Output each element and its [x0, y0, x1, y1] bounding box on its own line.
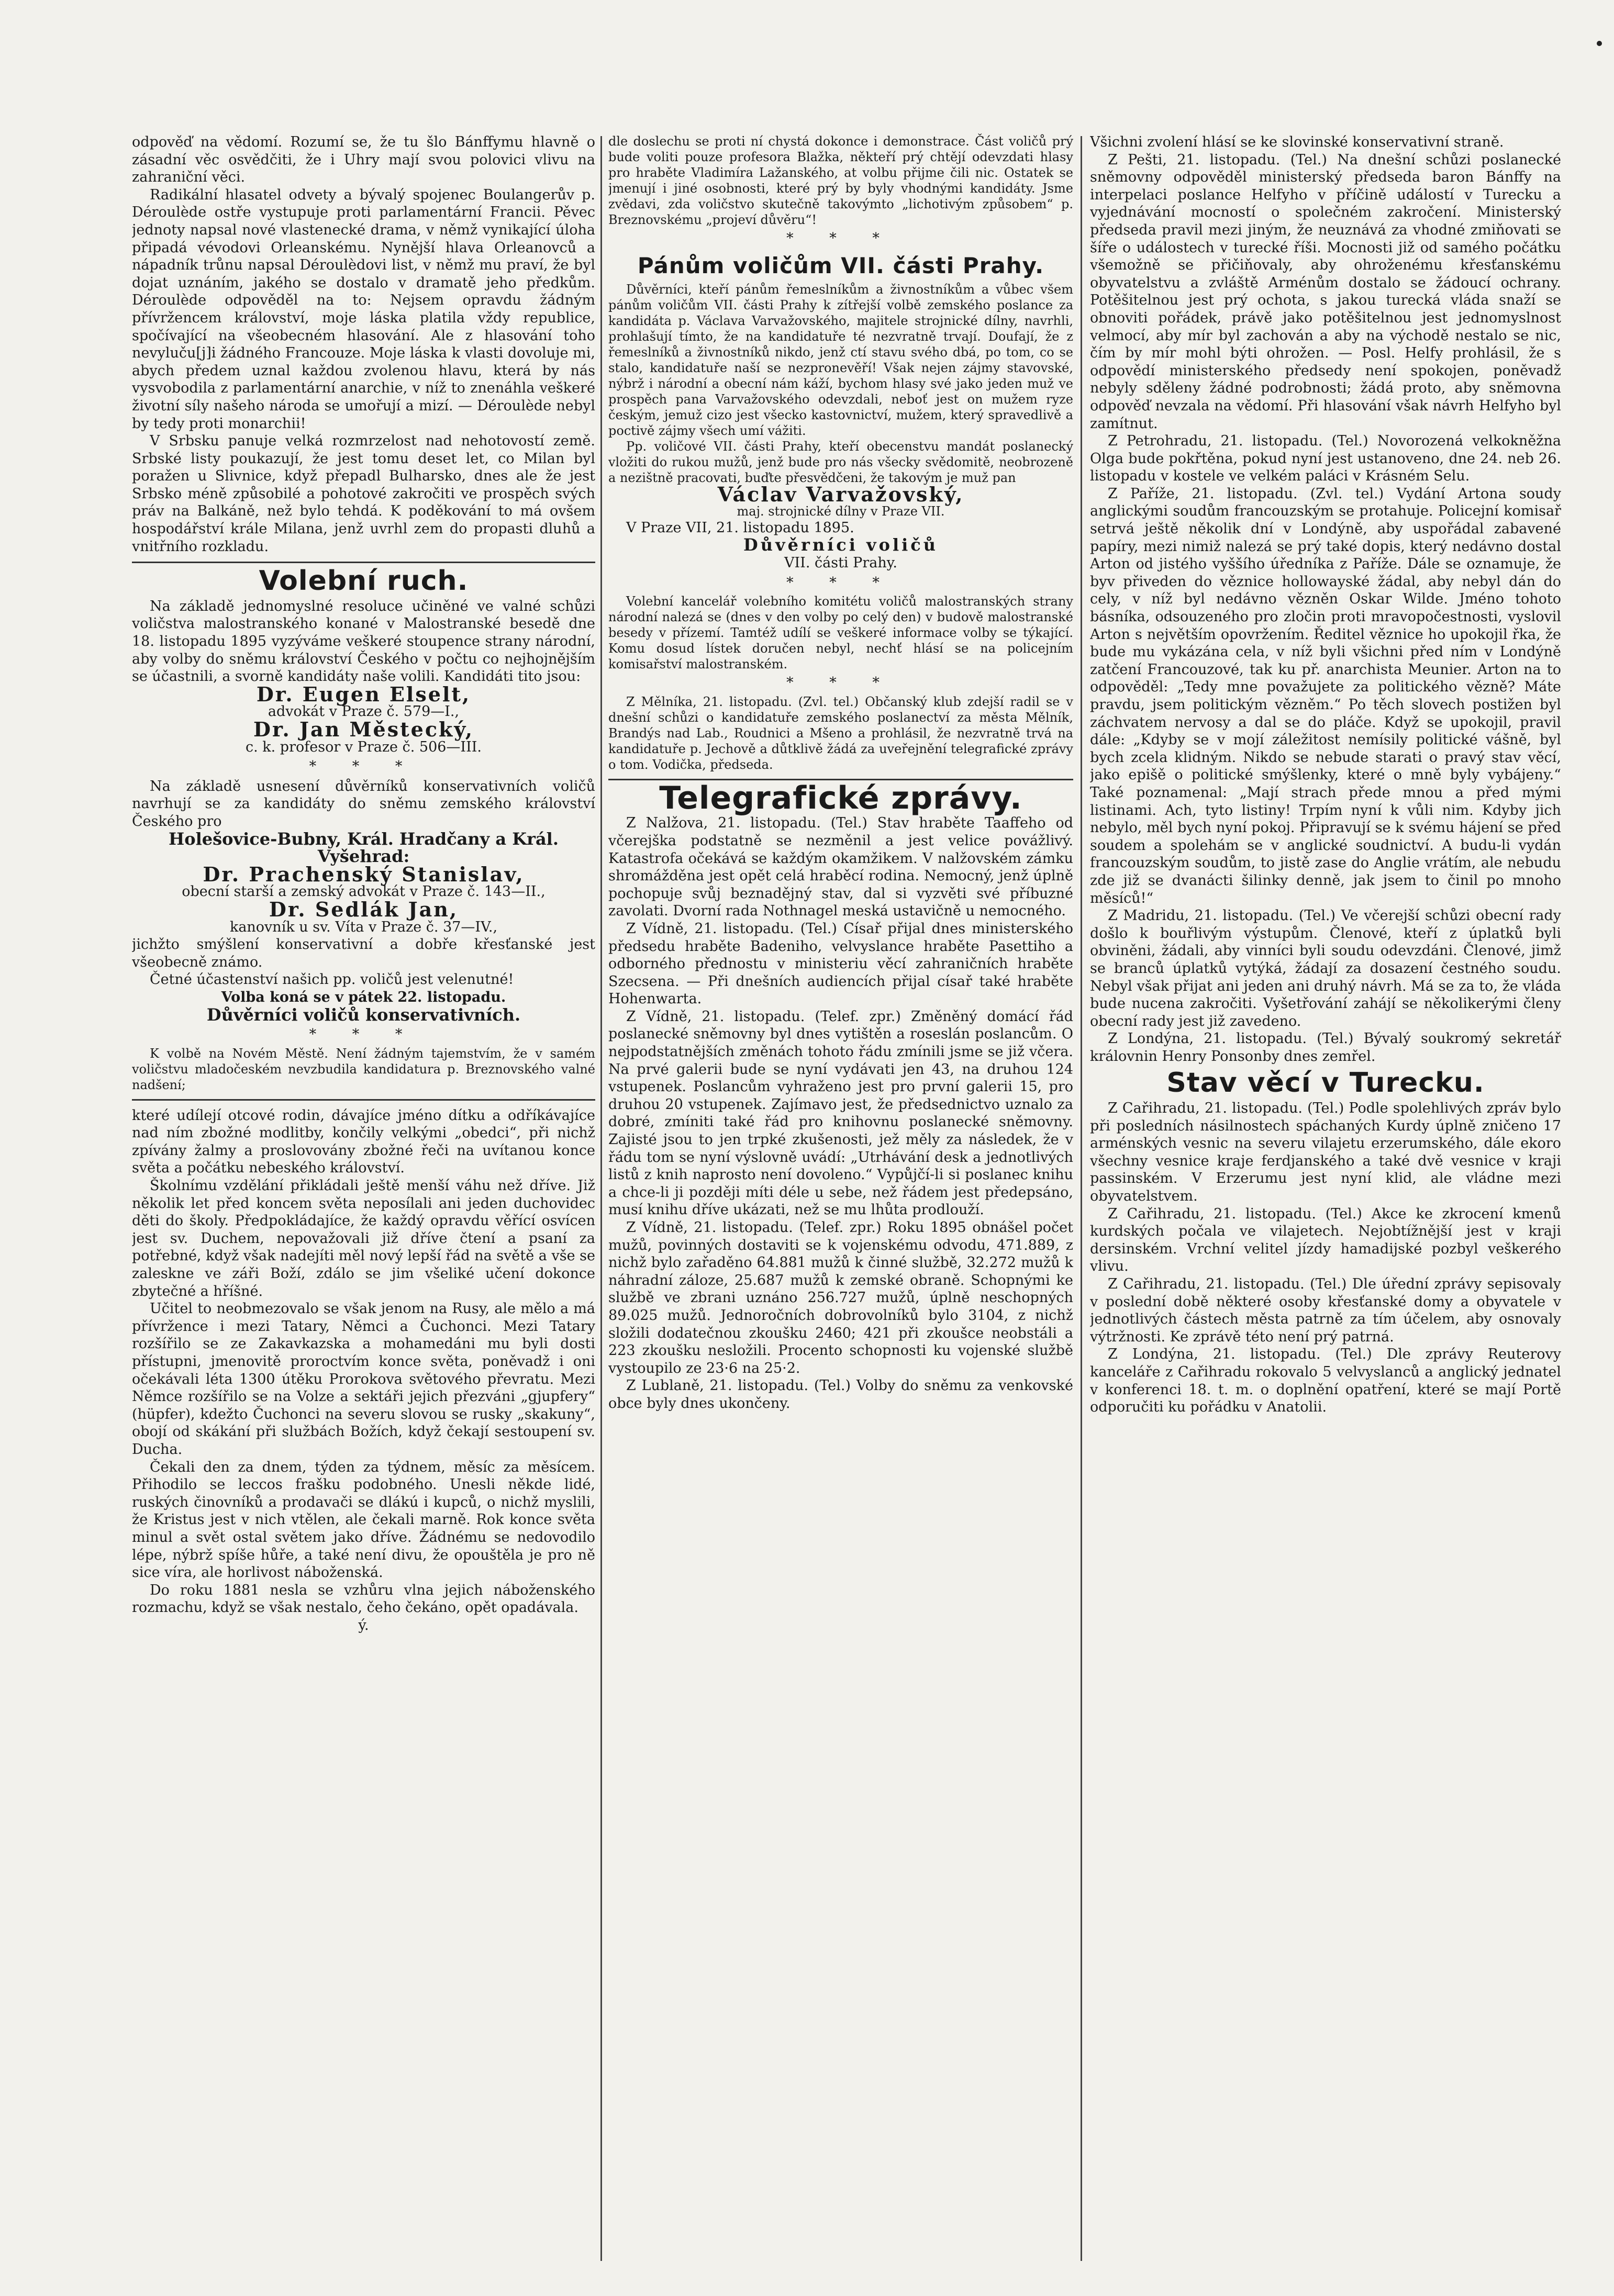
candidate-prachensky-role: obecní starší a zemský advokát v Praze č. 143—II.,: [182, 883, 546, 900]
paragraph-demonstrace: dle doslechu se proti ní chystá dokonce i demonstrace. Část voličů prý bude voliti pouze profesora Blažka, někteří prý chtějí odevzdati hlasy pro hraběte Vladimíra Lažanského, at volbu přijme čili nic. Ostatek se jmenují i jiné osobnosti, které prý by byly vhodnými kandidáty. Jsme zvědavi, zda voličstvo skutečně takovýmto „lichotivým způsobem“ p. Breznovskému „projeví důvěru“!: [608, 134, 1073, 227]
candidate-sedlak-name: Dr. Sedlák Jan,: [269, 897, 459, 921]
paragraph-pariz-arton: Z Paříže, 21. listopadu. (Zvl. tel.) Vydání Artona soudy anglickými soudům francouzským se protahuje. Policejní komisař setrvá ještě několik dní v Londýně, aby uspořádal zabavené papíry, mezi nimiž nalezá se prý také dopis, který nedávno dostal Arton od jistého vyššího úředníka z Paříže. Dále se oznamuje, že byv přiveden do věznice hollowayské žádal, aby nebyl dán do cely, v níž byl nedávno vězněn Oskar Wilde. Jméno tohoto básníka, odsouzeného pro zločin proti mravopočestnosti, vyslovil Arton s největším opovržením. Ředitel věznice ho upokojil řka, že bude mu vykázána cela, v níž byli všichni před ním v Londýně zatčení Francouzové, tak ku př. anarchista Meunier. Arton na to odpověděl: „Tedy mne považujete za politického vězně? Máte pravdu, jsem politickým vězněm.“ Po těch slovech postižen byl záchvatem nervosy a dal se do pláče. Když se upokojil, pravil dále: „Kdyby se v mojí záležitost nemísily politické vášně, byl bych zcela klidným. Nikdo se nebude starati o pravý stav věcí, jako epišě o politické smýšlenky, které o mně byly vybájeny.“ Také poznamenal: „Mají strach přede mnou a před mými listinami. Ach, tyto listiny! Trpím nyní k vůli nim. Kdyby jich nebylo, měl bych nyní pokoj. Připravují se k svému hájení se před soudem a spolehám se v anglické soudnictví. A budu-li vydán francouzským soudům, to jistě zase do Anglie vrátím, ale nebudu zde již se dvanácti šilinky denně, jak jsem to činil po mnoho měsíců!“: [1090, 485, 1561, 906]
paragraph-deroulede: Radikální hlasatel odvety a bývalý spojenec Boulangerův p. Déroulède ostře vystupuje proti parlamentární Francii. Pěvec jednoty napsal nové vlastenecké drama, v němž vynikající úloha připadá vévodovi Orleanskému. Nynější hlava Orleanovců a nápadník trůnu napsal Déroulèdovi list, v němž mu praví, že byl dojat uznáním, jakého se dostalo v dramatě jeho předkům. Déroulède odpověděl na to: Nejsem opravdu žádným přívržencem království, moje láska platila vždy republice, spočívající na všeobecném hlasování. Ale z hlasování toho nevyluču[j]i žádného Francouze. Moje láska k vlasti dovoluje mi, abych předem uznal každou zvolenou hlavu, která by nás vysvobodila z parlamentární anarchie, v níž to znenáhla veškeré životní síly našeho národa se umořují a mizí. — Déroulède nebyl by tedy proti monarchii!: [132, 186, 595, 432]
paragraph-londyn-reuter: Z Londýna, 21. listopadu. (Tel.) Dle zprávy Reuterovy kanceláře z Cařihradu rokovalo 5 velvyslanců a anglický jednatel v konferenci 18. t. m. o doplnění opatření, které se mají Portě odporučiti ku pořádku v Anatolii.: [1090, 1346, 1561, 1416]
paragraph-viden-cisar: Z Vídně, 21. listopadu. (Tel.) Císař přijal dnes ministerského předsedu hraběte Badeniho, velvyslance hraběte Pasettiho a odborného přednostu v ministeriu věcí zahraničních hraběte Szecsena. — Při dnešních audiencích přijal císař také hraběte Hohenwarta.: [608, 920, 1073, 1007]
paragraph-resoluce: Na základě jednomyslné resoluce učiněné ve valné schůzi voličstva malostranského konané v Malostranské besedě dne 18. listopadu 1895 vyzýváme veškeré stoupence strany národní, aby volby do sněmu království Českého v počtu co nejhojnějším se účastnili, a svorně kandidáty naše volili. Kandidáti tito jsou:: [132, 598, 595, 685]
paragraph-londyn-ponsonby: Z Londýna, 21. listopadu. (Tel.) Bývalý soukromý sekretář královnin Henry Ponsonby dnes zemřel.: [1090, 1031, 1561, 1065]
paragraph-smysleni: jichžto smýšlení konservativní a dobře křesťanské jest všeobecně známo.: [132, 936, 595, 970]
paragraph-carihrad-akce: Z Cařihradu, 21. listopadu. (Tel.) Akce ke zkrocení kmenů kurdských počala ve vilajetech. Nejobtížnější jest v kraji dersinském. Vrchní velitel jízdy hamadijské pozbyl veškerého vlivu.: [1090, 1205, 1561, 1275]
signature-cast-prahy: VII. části Prahy.: [784, 554, 897, 571]
separator-stars: * * *: [309, 1026, 418, 1043]
paragraph-cekali: Čekali den za dnem, týden za týdnem, měsíc za měsícem. Přihodilo se leccos frašku podobného. Unesli někde lidé, ruských činovníků a prodavači se dlákú i kupců, o nichž myslili, že Kristus jest v nich vtělen, ale čekali marně. Rok konce světa minul a svět ostal světem jako dříve. Žádnému se nedovodilo lépe, nýbrž spíše hůře, a také není divu, že opouštěla je pro ně sice víra, ale horlivost náboženská.: [132, 1459, 595, 1581]
article-signature: ý.: [358, 1617, 369, 1633]
section-divider: [132, 1099, 595, 1101]
dateline-praha: V Praze VII, 21. listopadu 1895.: [626, 519, 854, 536]
paragraph-volba-date: Volba koná se v pátek 22. listopadu.: [221, 989, 506, 1005]
paragraph-volebni-kancelar: Volební kancelář volebního komitétu voličů malostranských strany národní nalezá se (dnes v den volby po celý den) v budově malostranské besedy v přízemí. Tamtéž udílí se veškeré informace volby se týkající. Komu dosud lístek doručen nebyl, nechť hlásí se na policejním komisařství malostranském.: [608, 594, 1073, 672]
heading-panum-volicum: Pánům voličům VII. části Prahy.: [637, 252, 1044, 278]
paragraph-uceni-tatari: Učitel to neobmezovalo se však jenom na Rusy, ale mělo a má přívržence i mezi Tatary, Němci a Čuchonci. Mezi Tatary rozšířilo se ze Zakavkazska a mohamedáni mu byli dosti přístupni, jmenovitě proroctvím konce světa, poněvadž i oni očekávali léta 1300 útěku Prorokova světového převratu. Mezi Němce rozšířilo se na Volze a sektáři jejich přezváni „gjupfery“ (hüpfer), kdežto Čuchonci na severu slovou se rusky „skakuny“, obojí od skákání při službách Božích, když čekají sestoupení sv. Ducha.: [132, 1301, 595, 1458]
paragraph-lublan: Z Lublaně, 21. listopadu. (Tel.) Volby do sněmu za venkovské obce byly dnes ukončeny.: [608, 1377, 1073, 1412]
candidate-varvazovsky-role: maj. strojnické dílny v Praze VII.: [737, 503, 945, 519]
paragraph-viden-odvod: Z Vídně, 21. listopadu. (Telef. zpr.) Roku 1895 obnášel počet mužů, povinných dostaviti se k vojenskému odvodu, 471.889, z nichž bylo zařaděno 64.881 mužů k činné službě, 32.272 mužů k náhradní záloze, 25.687 mužů k zemské obraně. Schopnými ke službě ve zbrani uznáno 256.727 mužů, úplně neschopných 89.025 mužů. Jednoročních dobrovolníků bylo 3104, z nichž složili dodatečnou zkoušku 2460; 421 při zkoušce neobstáli a 223 zkoušku nesložili. Procento schopnosti ku vojenské službě vystoupilo ze 23·6 na 25·2.: [608, 1219, 1073, 1376]
column-right: [1090, 133, 1561, 2269]
separator-stars: * * *: [786, 574, 895, 591]
paragraph-melnik: Z Mělníka, 21. listopadu. (Zvl. tel.) Občanský klub zdejší radil se v dnešní schůzi o kandidatuře zemského poslanectví za města Mělník, Brandýs nad Lab., Roudnici a Mšeno a prohlásil, že nezvratně trvá na kandidatuře p. Jechově a důtklivě žádá za uveřejnění telegrafické zprávy o tom. Vodička, předseda.: [608, 694, 1073, 772]
paragraph-roku-1881: Do roku 1881 nesla se vzhůru vlna jejich náboženského rozmachu, když se však nestalo, čeho čekáno, opět opadávala.: [132, 1582, 595, 1616]
corner-mark: [1597, 41, 1602, 46]
section-divider: [132, 562, 595, 563]
candidate-mestecky-name: Dr. Jan Městecký,: [253, 718, 474, 741]
paragraph-duverniki: Důvěrníci, kteří pánům řemeslníkům a živnostníkům a vůbec všem pánům voličům VII. části Prahy k zítřejší volbě zemského poslance za kandidáta p. Václava Varvažovského, majitele strojnické dílny, navrhli, prohlašují tímto, že na kandidatuře té nezvratně trvají. Doufají, že z řemeslníků a živnostníků nikdo, jenž ctí stavu svého dbá, po tom, co se stalo, kandidatuře naší se nezpronevěří! Však nejen zájmy stavovské, nýbrž i národní a obecní nám káží, bychom hlasy své jako jeden muž ve prospěch pana Varvažovského odevzdali, neboť jest on mužem ryze českým, jemuž cizo jest všecko kastovnictví, mužem, který spravedlivě a poctivě zájmy všech umí vážiti.: [608, 282, 1073, 439]
column-middle: [608, 133, 1073, 2269]
paragraph-volicove: Pp. voličové VII. části Prahy, kteří obecenstvu mandát poslanecký vložiti do rukou mužů, jenž bude pro nás všecky svědomitě, neobrozeně a nezištně pracovati, buďte přesvědčeni, že takovým je muž pan: [608, 439, 1073, 486]
separator-stars: * * *: [309, 758, 418, 775]
heading-volebni-ruch: Volební ruch.: [259, 565, 469, 597]
paragraph-nalzov: Z Nalžova, 21. listopadu. (Tel.) Stav hraběte Taaffeho od včerejška podstatně se nezměnil a jest velice povážlivý. Katastrofa očekává se každým okamžikem. V nalžovském zámku shromážděna jest opět celá hraběcí rodina. Nemocný, jenž úplně pochopuje svůj beznadějný stav, dal si vyzvěti své příbuzné zavolati. Dvorní rada Nothnagel meská ustavičně u nemocného.: [608, 815, 1073, 920]
candidate-prachensky-name: Dr. Prachenský Stanislav,: [203, 862, 525, 886]
column-rule-right: [1081, 136, 1082, 2261]
paragraph-viden-rad: Z Vídně, 21. listopadu. (Telef. zpr.) Změněný domácí řád poslanecké sněmovny byl dnes vytištěn a roseslán poslancům. O nejpodstatnějších změnách tohoto řádu zmínili jsme se již včera. Na prvé galerii bude se nyní vydávati jen 43, na druhou 124 vstupenek. Poslancům vyhraženo jest pro první galerii 15, pro druhou 20 vstupenek. Zajímavo jest, že předsednictvo uznalo za dobré, zmíniti také řád pro knihovnu poslanecké sněmovny. Zajisté jsou to jen trpké zkušenosti, jež měly za následek, že v řádu tom se nyní výslovně uvádí: „Utrhávání desk a jednotlivých listů z knih naprosto není dovoleno.“ Vypůjčí-li si poslanec knihu a chce-li ji později míti déle u sebe, než řádem jest předepsáno, musí knihu dříve ukázati, než se mu lhůta prodlouží.: [608, 1008, 1073, 1218]
candidate-elselt-role: advokát v Praze č. 579—I.,: [268, 703, 460, 720]
heading-telegraficke-zpravy: Telegrafické zprávy.: [659, 779, 1022, 816]
paragraph-carihrad-kurdove: Z Cařihradu, 21. listopadu. (Tel.) Podle spolehlivých zpráv bylo při posledních násilnostech spáchaných Kurdy úplně zničeno 17 arménských vesnic na severu vilajetu erzerumského, dále ekoro všechny vesnice kraje ferdjanského a také dvě vesnice v kraji passinském. V Erzerumu jest nyní klid, ale vládne mezi obyvatelstvem.: [1090, 1100, 1561, 1205]
paragraph-nove-mesto: K volbě na Novém Městě. Není žádným tajemstvím, že v samém voličstvu mladočeském nevzbudila kandidatura p. Breznovského valné nadšení;: [132, 1046, 595, 1092]
paragraph-srbsko: V Srbsku panuje velká rozmrzelost nad nehotovostí země. Srbské listy poukazují, že jest tomu deset let, co Milan byl poražen u Slivnice, když přepadl Bulharsko, dnes ale že jest Srbsko méně způsobilé a pohotové zakročiti ve prospěch svých práv na Balkáně, než bylo tehdá. K poděkování to má ovšem hospodářství krále Milana, jenž uvrhl zem do propasti dluhů a vnitřního rozkladu.: [132, 433, 595, 555]
candidate-elselt-name: Dr. Eugen Elselt,: [256, 682, 471, 706]
paragraph-konservativni: Na základě usnesení důvěrníků konservativních voličů navrhují se za kandidáty do sněmu zemského království Českého pro: [132, 778, 595, 830]
paragraph-ucastenstvi: Četné účastenství našich pp. voličů jest velenutné!: [150, 971, 514, 988]
paragraph-madrid: Z Madridu, 21. listopadu. (Tel.) Ve včerejší schůzi obecní rady došlo k bouřlivým výstupům. Členové, kteří z úplatků byli obviněni, žádali, aby vinníci byli soudu odevzdáni. Členové, jimž se branců úplatků vytýká, žádají za dosazení čestného soudu. Nebyl však přijat ani jeden ani druhý návrh. Má se za to, že vláda bude nucena zakročiti. Vyšetřování zahájí se několikerými členy obecní rady jest již zavedeno.: [1090, 908, 1561, 1029]
paragraph-otcove-rodin: které udílejí otcové rodin, dávajíce jméno dítku a odříkávajíce nad ním zbožné modlitby, končily velkými „obedci“, při nichž zpívány žalmy a proslovovány zbožné řeči na uvítanou konce světa a počátku nebeského království.: [132, 1107, 595, 1177]
separator-stars: * * *: [786, 230, 895, 247]
paragraph-slovinske: Všichni zvolení hlásí se ke slovinské konservativní straně.: [1090, 134, 1504, 150]
paragraph-petrohrad: Z Petrohradu, 21. listopadu. (Tel.) Novorozená velkokněžna Olga bude pokřtěna, pokud nyní jest ustanoveno, dne 24. neb 26. listopadu v kostele ve velkém paláci v Krásném Selu.: [1090, 433, 1561, 485]
signature-duverniki-konservativni: Důvěrníci voličů konservativních.: [206, 1004, 521, 1025]
paragraph-banffy: odpověď na vědomí. Rozumí se, že tu šlo Bánffymu hlavně o zásadní věc osvědčiti, že i Uhry mají svou polovici vlivu na zahraniční věci.: [132, 134, 595, 186]
candidate-sedlak-role: kanovník u sv. Víta v Praze č. 37—IV.,: [229, 919, 498, 935]
column-rule-left: [600, 136, 602, 2261]
column-left: [132, 133, 595, 2269]
paragraph-carihrad-zprava: Z Cařihradu, 21. listopadu. (Tel.) Dle úřední zprávy sepisovaly v poslední době některé osoby křesťanské domy a obyvatele v jednotlivých částech města patrně za tím účelem, aby osnovaly výtržnosti. Ke zprávě této není prý patrná.: [1090, 1276, 1561, 1345]
separator-stars: * * *: [786, 675, 895, 691]
paragraph-skolni-vzdelani: Školnímu vzdělání přikládali ještě menší váhu než dříve. Již několik let před koncem světa neposílali ani jeden duchovidec děti do školy. Předpokládajíce, že každý opravdu věřící osvícen jest sv. Duchem, nepovažovali již dříve čtení a psaní za potřebné, když však nadejíti měl nový lepší řád na světě a vše se zaleskne ve záři Boží, zdálo se jim všeliké učení dokonce zbytečné a hříšné.: [132, 1178, 595, 1300]
candidate-mestecky-role: c. k. profesor v Praze č. 506—III.: [245, 738, 482, 755]
heading-stav-veci-turecku: Stav věcí v Turecku.: [1166, 1067, 1485, 1099]
signature-duverniki-volicu: Důvěrníci voličů: [743, 535, 939, 555]
candidate-varvazovsky-name: Václav Varvažovský,: [717, 483, 964, 507]
paragraph-pest: Z Pešti, 21. listopadu. (Tel.) Na dnešní schůzi poslanecké sněmovny odpověděl ministerský předseda baron Bánffy na interpelaci poslance Helfyho v příčině událostí v Turecku a vyjednávání mocností o společném zakročení. Ministerský předseda pravil mezi jiným, že neuznává za vhodné zmiňovati se šíře o událostech v turecké říši. Mocnosti již od samého počátku všemožně se přičiňovaly, aby ohroženému křesťanskému obyvatelstvu a zvláště Arménům dostalo se žádoucí ochrany. Potěšitelnou jest prý ochota, s jakou turecká vláda snaží se obnoviti pořádek, právě jako potěšitelnou jest jednomyslnost velmocí, aby mír byl zachován a aby na východě nestalo se nic, čím by mír mohl býti ohrožen. — Posl. Helfy prohlásil, že s odpovědí ministerského předsedy není spokojen, poněvadž nebyly sděleny žádné podrobnosti; žádá proto, aby sněmovna odpověď nevzala na vědomí. Při hlasování však návrh Helfyho byl zamítnut.: [1090, 151, 1561, 432]
district-name: Holešovice-Bubny, Král. Hradčany a Král. Vyšehrad:: [169, 828, 559, 867]
